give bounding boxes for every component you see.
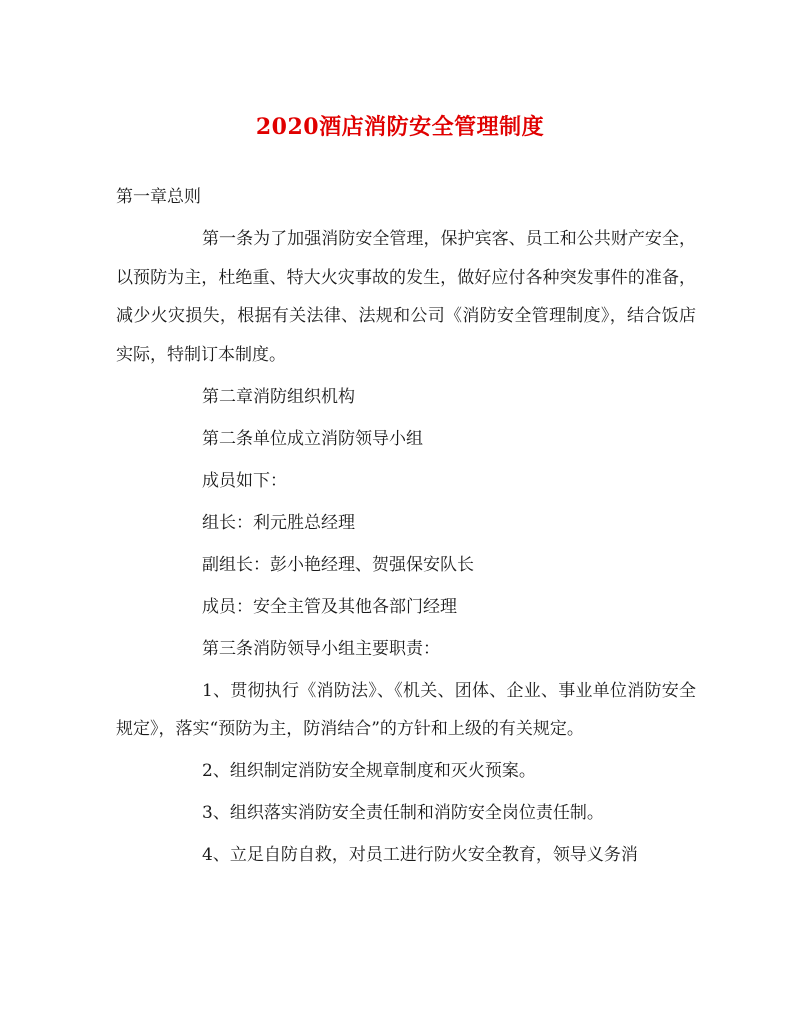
document-title: 2020酒店消防安全管理制度 [255, 114, 545, 140]
article-paragraph: 第一条为了加强消防安全管理，保护宾客、员工和公共财产安全，以预防为主，杜绝重、特大火灾事故的发生，做好应付各种突发事件的准备，减少火灾损失，根据有关法律、法规和公司《消防安全管理制度》，结合饭店实际，特制订本制度。 [116, 229, 696, 365]
chapter-heading: 第二章消防组织机构 [202, 386, 355, 407]
list-item: 1、贯彻执行《消防法》、《机关、团体、企业、事业单位消防安全规定》，落实“预防为主，防消结合”的方针和上级的有关规定。 [116, 680, 696, 739]
document-body [116, 178, 696, 878]
list-item: 2、组织制定消防安全规章制度和灭火预案。 [202, 761, 536, 781]
member-leader: 组长：利元胜总经理 [202, 512, 355, 533]
article-paragraph: 第三条消防领导小组主要职责： [202, 638, 440, 659]
list-item: 4、立足自防自救，对员工进行防火安全教育，领导义务消 [202, 845, 638, 865]
list-item: 3、组织落实消防安全责任制和消防安全岗位责任制。 [202, 803, 604, 823]
chapter-heading: 第一章总则 [116, 187, 201, 207]
article-paragraph: 第二条单位成立消防领导小组 [202, 428, 423, 449]
member-deputy-leaders: 副组长：彭小艳经理、贺强保安队长 [202, 554, 474, 575]
member-list-intro: 成员如下： [202, 470, 287, 491]
member-members: 成员：安全主管及其他各部门经理 [202, 596, 457, 617]
